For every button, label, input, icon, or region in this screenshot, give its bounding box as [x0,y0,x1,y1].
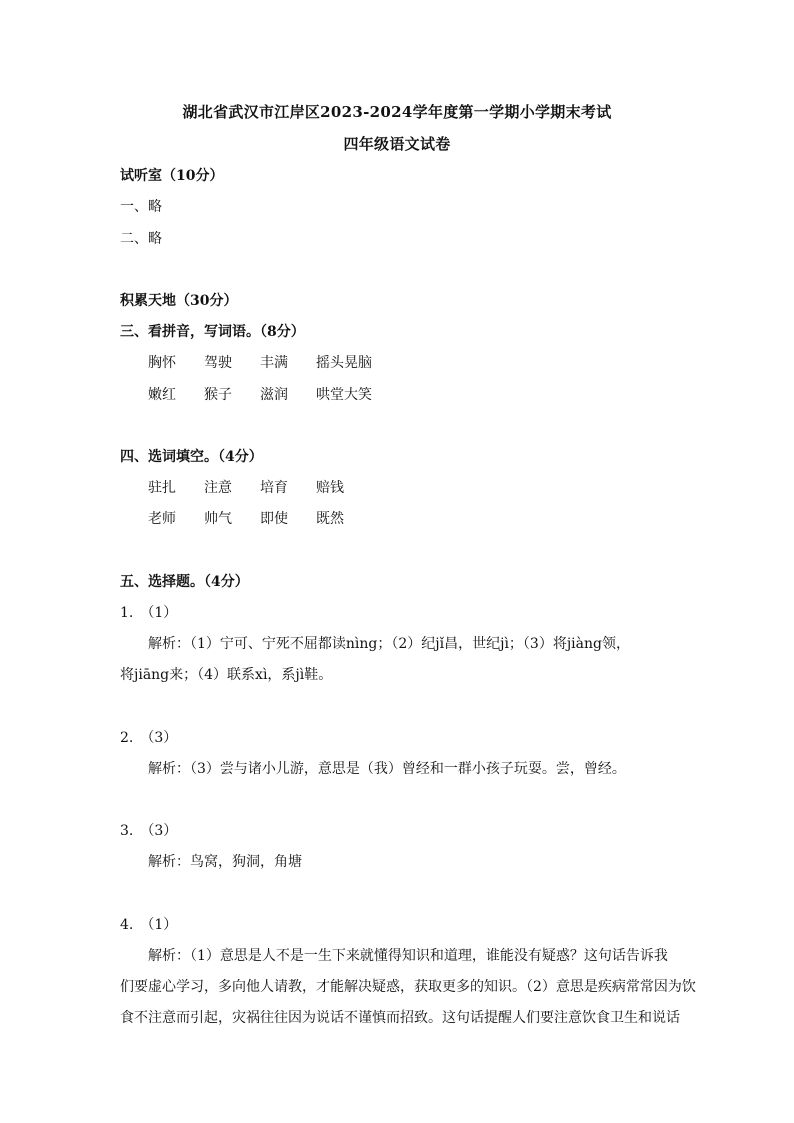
exam-subtitle: 四年级语文试卷 [343,135,451,153]
question-1: 一、略 [120,199,162,215]
q5-item-1-answer: 1. （1） [120,605,178,621]
q3-word: 哄堂大笑 [316,387,372,403]
q4-word: 培育 [260,480,288,496]
q4-word-row-1 [148,477,396,497]
q3-word: 猴子 [204,387,232,403]
exam-title: 湖北省武汉市江岸区2023-2024学年度第一学期小学期末考试 [182,103,612,121]
q3-word: 滋润 [260,387,288,403]
q5-item-2-answer: 2. （3） [120,730,178,746]
q4-word: 注意 [204,480,232,496]
q5-item-4-analysis: 解析：（1）意思是人不是一生下来就懂得知识和道理，谁能没有疑惑？这句话告诉我 [148,948,668,964]
q4-word: 老师 [148,511,176,527]
q5-item-4-answer: 4. （1） [120,917,178,933]
q5-item-3-answer: 3. （3） [120,823,178,839]
q3-word-row-1 [148,352,396,372]
q3-word: 嫩红 [148,387,176,403]
q3-word-row-2 [148,384,396,404]
section-listening-heading: 试听室（10分） [120,168,224,184]
q5-item-1-analysis-cont: 将jiāng来；（4）联系xì，系jì鞋。 [120,667,333,683]
q4-word: 帅气 [204,511,232,527]
question-5-heading: 五、选择题。（4分） [120,574,249,590]
question-3-heading: 三、看拼音，写词语。（8分） [120,324,305,340]
q4-word: 即使 [260,511,288,527]
q5-item-4-analysis-cont: 们要虚心学习，多向他人请教，才能解决疑惑，获取更多的知识。（2）意思是疾病常常因为饮 [120,979,696,995]
q3-word: 胸怀 [148,355,176,371]
q4-word: 驻扎 [148,480,176,496]
q3-word: 驾驶 [204,355,232,371]
q5-item-1-analysis: 解析：（1）宁可、宁死不屈都读nìng；（2）纪jǐ昌，世纪jì；（3）将jiàng领， [148,636,630,652]
section-accumulation-heading: 积累天地（30分） [120,293,238,309]
q3-word: 摇头晃脑 [316,355,372,371]
q5-item-2-analysis: 解析：（3）尝与诸小儿游，意思是（我）曾经和一群小孩子玩耍。尝，曾经。 [148,761,626,777]
q4-word: 既然 [316,511,344,527]
q3-word: 丰满 [260,355,288,371]
question-4-heading: 四、选词填空。（4分） [120,449,263,465]
q4-word-row-2 [148,508,396,528]
q5-item-3-analysis: 解析：鸟窝，狗洞，角塘 [148,854,302,870]
question-2: 二、略 [120,231,162,247]
q4-word: 赔钱 [316,480,344,496]
q5-item-4-analysis-cont: 食不注意而引起，灾祸往往因为说话不谨慎而招致。这句话提醒人们要注意饮食卫生和说话 [120,1010,680,1026]
